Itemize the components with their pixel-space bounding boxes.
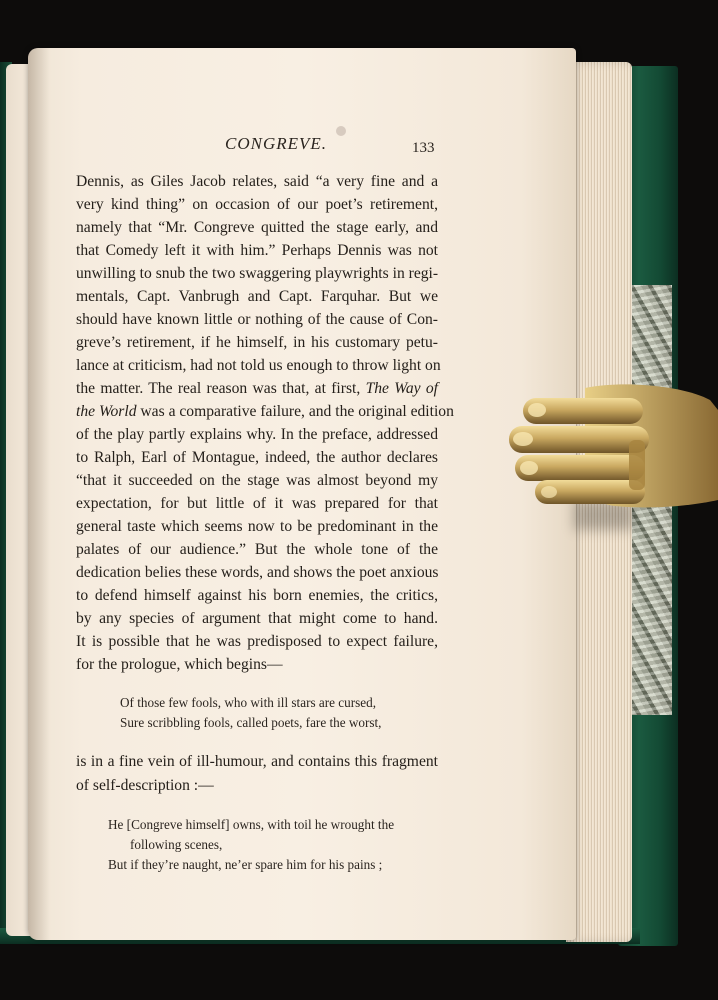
text-line: namely that “Mr. Congreve quitted the stage early, and — [76, 219, 438, 236]
text-line: mentals, Capt. Vanbrugh and Capt. Farquhar. But we — [76, 288, 438, 305]
page-gutter-shadow — [28, 48, 50, 940]
text-line — [76, 402, 454, 422]
text-line: palates of our audience.” But the whole tone of the — [76, 541, 438, 558]
paper-spot — [336, 126, 346, 136]
text-line: lance at criticism, had not told us enough to throw light on — [76, 357, 441, 374]
text-line: It is possible that he was predisposed to expect failure, — [76, 633, 438, 650]
text-run: the matter. The real reason was that, at first, — [76, 380, 366, 397]
verse-line: Sure scribbling fools, called poets, fare the worst, — [120, 715, 382, 730]
text-line: “that it succeeded on the stage was almost beyond my — [76, 472, 438, 489]
text-line: of self-description :— — [76, 777, 214, 794]
text-line: Dennis, as Giles Jacob relates, said “a very fine and a — [76, 173, 438, 190]
text-line: to Ralph, Earl of Montague, indeed, the author declares — [76, 449, 438, 466]
text-line: of the play partly explains why. In the preface, addressed — [76, 426, 438, 443]
verse-line: But if they’re naught, ne’er spare him for his pains ; — [108, 857, 383, 872]
italic-title: the World — [76, 403, 137, 420]
running-head: CONGREVE. — [225, 134, 328, 153]
text-line — [76, 379, 438, 399]
text-line: that Comedy left it with him.” Perhaps Dennis was not — [76, 242, 438, 259]
text-line: to defend himself against his born enemies, the critics, — [76, 587, 438, 604]
text-line: for the prologue, which begins— — [76, 656, 283, 673]
text-line: general taste which seems now to be predominant in the — [76, 518, 438, 535]
verse-line: following scenes, — [130, 837, 223, 852]
text-line: expectation, for but little of it was prepared for that — [76, 495, 438, 512]
text-line: dedication belies these words, and shows the poet anxious — [76, 564, 439, 581]
text-line: very kind thing” on occasion of our poet’s retirement, — [76, 196, 438, 213]
italic-title: The Way of — [365, 380, 439, 397]
text-line: is in a fine vein of ill-humour, and contains this fragment — [76, 753, 438, 770]
verse-line: Of those few fools, who with ill stars are cursed, — [120, 695, 376, 710]
brass-hand-bookmark — [505, 380, 718, 520]
page-number: 133 — [412, 140, 435, 156]
verse-line: He [Congreve himself] owns, with toil he wrought the — [108, 817, 395, 832]
text-line: by any species of argument that might come to hand. — [76, 610, 438, 627]
text-line: unwilling to snub the two swaggering playwrights in regi- — [76, 265, 439, 282]
text-line: greve’s retirement, if he himself, in his customary petu- — [76, 334, 438, 351]
text-run: was a comparative failure, and the original edition — [136, 403, 454, 420]
text-line: should have known little or nothing of the cause of Con- — [76, 311, 438, 328]
